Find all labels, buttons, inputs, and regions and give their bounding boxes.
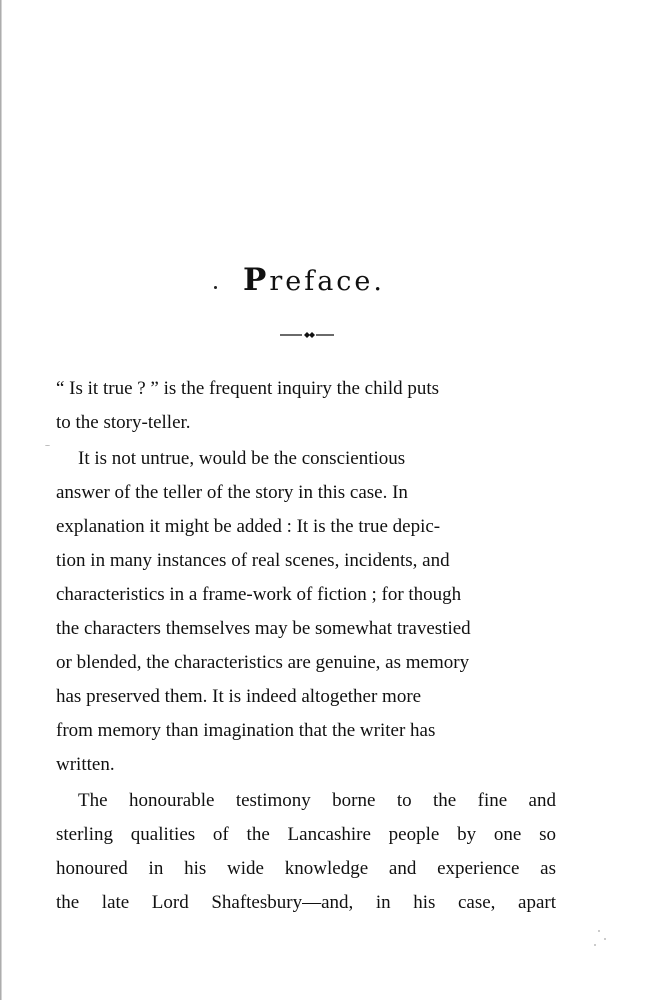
preface-body — [56, 372, 556, 922]
paragraph-3: The honourable testimony borne to the fine and sterling qualities of the Lancashire people by one so honoured in his wide knowledge and experience as the late Lord Shaftesbury—and, in his case, apart — [56, 790, 556, 913]
ink-dot — [214, 286, 217, 289]
heading-initial: P — [243, 262, 270, 298]
paragraph-2: It is not untrue, would be the conscientious answer of the teller of the story in this case. In explanation it might be added : It is the true depic- tion in many instances of real scenes, incidents, and characteristics in a frame-work of fiction ; for though the characters themselves may be somewhat travestied or blended, the characteristics are genuine, as memory has preserved them. It is indeed altogether more from memory than imagination that the writer has written. — [56, 448, 471, 775]
paper-speck — [598, 930, 600, 932]
paragraph-1: “ Is it true ? ” is the frequent inquiry the child puts to the story-teller. — [56, 378, 440, 433]
paper-speck — [594, 944, 596, 946]
page-edge-shadow — [0, 0, 2, 1000]
paper-speck — [45, 445, 50, 446]
heading-text: reface. — [269, 266, 385, 297]
preface-heading — [243, 262, 393, 298]
paper-speck — [604, 938, 606, 940]
ornament-rule — [280, 330, 334, 340]
